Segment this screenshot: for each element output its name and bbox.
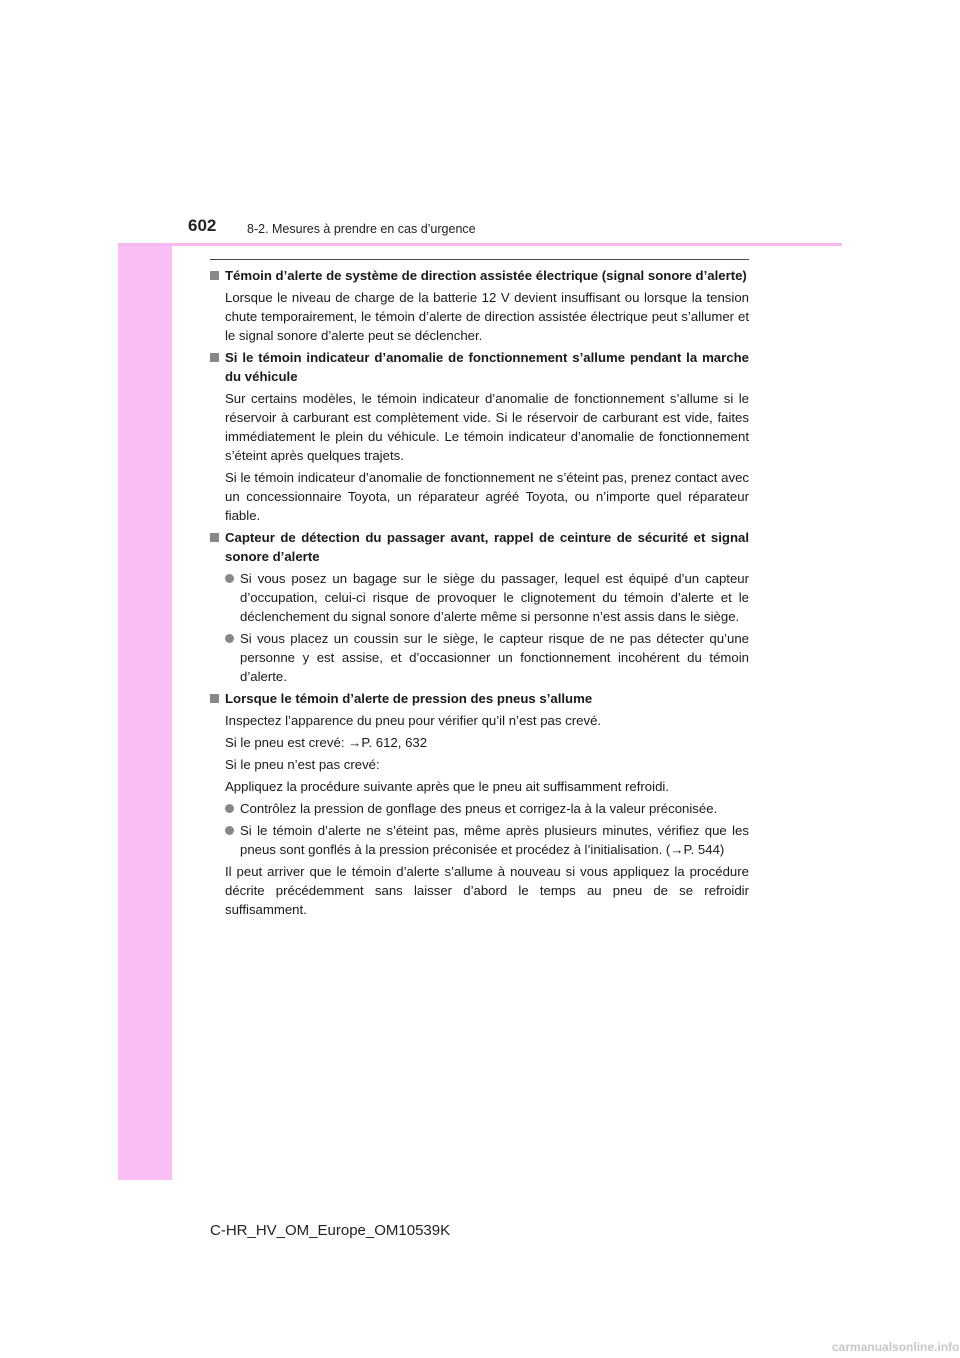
bullet-item — [210, 629, 749, 686]
circle-bullet-icon — [225, 634, 234, 643]
paragraph: Si le pneu n’est pas crevé: — [225, 757, 380, 772]
content-divider — [210, 259, 749, 260]
heading-text: Lorsque le témoin d’alerte de pression des pneus s’allume — [225, 691, 593, 706]
square-bullet-icon — [210, 353, 219, 362]
circle-bullet-icon — [225, 804, 234, 813]
document-code: C-HR_HV_OM_Europe_OM10539K — [210, 1222, 451, 1239]
square-bullet-icon — [210, 694, 219, 703]
bullet-text: Si le témoin d’alerte ne s’éteint pas, même après plusieurs minutes, vérifiez que les pneus sont gonflés à la pression préconisée et procédez à l’initialisation. (→P. 544) — [240, 823, 749, 857]
header-band — [118, 176, 842, 244]
header-underline — [118, 243, 842, 246]
paragraph: Lorsque le niveau de charge de la batterie 12 V devient insuffisant ou lorsque la tension chute temporairement, le témoin d’alerte de direction assistée électrique peut s’allumer et le signal sonore d’alerte peut se déclencher. — [225, 290, 749, 343]
paragraph: Si le pneu est crevé: →P. 612, 632 — [225, 735, 428, 750]
section-heading — [210, 528, 749, 566]
bullet-text: Contrôlez la pression de gonflage des pneus et corrigez-la à la valeur préconisée. — [240, 801, 718, 816]
page-number: 602 — [188, 216, 217, 235]
section-title: 8-2. Mesures à prendre en cas d’urgence — [247, 222, 476, 236]
section-heading — [210, 689, 749, 708]
paragraph: Inspectez l’apparence du pneu pour vérifier qu’il n’est pas crevé. — [225, 713, 602, 728]
paragraph: Appliquez la procédure suivante après que le pneu ait suffisamment refroidi. — [225, 779, 669, 794]
square-bullet-icon — [210, 271, 219, 280]
paragraph: Il peut arriver que le témoin d’alerte s’allume à nouveau si vous appliquez la procédure décrite précédemment sans laisser d’abord le temps au pneu de se refroidir suffisamment. — [225, 864, 749, 917]
heading-text: Témoin d’alerte de système de direction assistée électrique (signal sonore d’alerte) — [225, 268, 747, 283]
heading-text: Si le témoin indicateur d’anomalie de fonctionnement s’allume pendant la marche du véhicule — [225, 350, 749, 384]
watermark: carmanualsonline.info — [832, 1340, 960, 1354]
bullet-text: Si vous placez un coussin sur le siège, le capteur risque de ne pas détecter qu’une personne y est assise, et d’occasionner un fonctionnement incohérent du témoin d’alerte. — [240, 631, 749, 684]
square-bullet-icon — [210, 533, 219, 542]
pink-side-band — [118, 176, 172, 1180]
bullet-item — [210, 799, 749, 818]
bullet-item — [210, 821, 749, 859]
paragraph: Sur certains modèles, le témoin indicateur d’anomalie de fonctionnement s’allume si le réservoir à carburant est complètement vide. Si le réservoir de carburant est vide, faites immédiatement le plein du véhicule. Le témoin indicateur d’anomalie de fonctionnement s’éteint après quelques trajets. — [225, 391, 749, 463]
bullet-text: Si vous posez un bagage sur le siège du passager, lequel est équipé d’un capteur d’occupation, celui-ci risque de provoquer le clignotement du témoin d’alerte et le déclenchement du signal sonore d’alerte même si personne n’est assis dans le siège. — [240, 571, 749, 624]
circle-bullet-icon — [225, 574, 234, 583]
content-body — [210, 266, 749, 922]
section-heading — [210, 348, 749, 386]
section-heading — [210, 266, 749, 285]
bullet-item — [210, 569, 749, 626]
paragraph: Si le témoin indicateur d’anomalie de fonctionnement ne s’éteint pas, prenez contact avec un concessionnaire Toyota, un réparateur agréé Toyota, ou n’importe quel réparateur fiable. — [225, 470, 749, 523]
heading-text: Capteur de détection du passager avant, rappel de ceinture de sécurité et signal sonore d’alerte — [225, 530, 749, 564]
circle-bullet-icon — [225, 826, 234, 835]
